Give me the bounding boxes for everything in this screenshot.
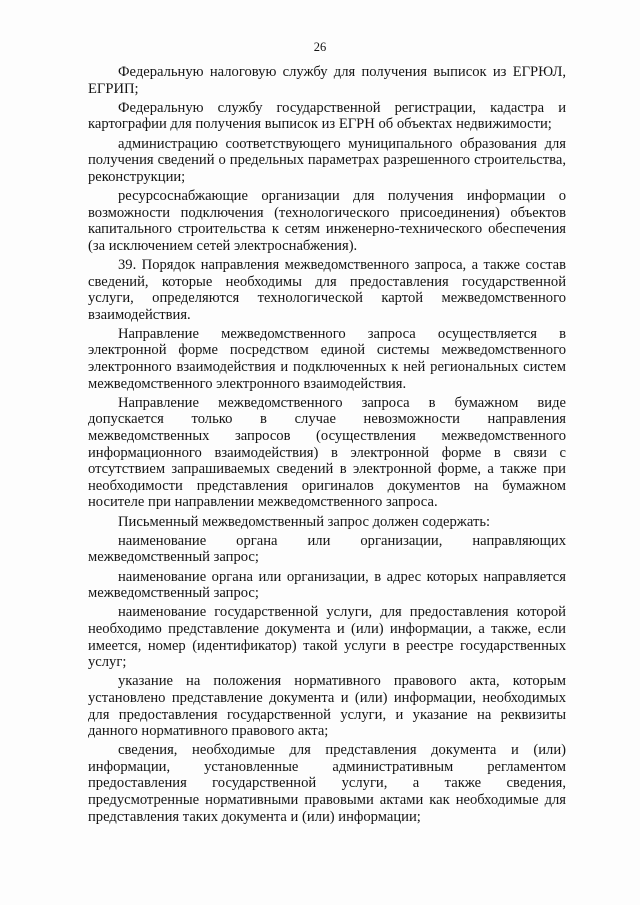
paragraph-resource-organizations: ресурсоснабжающие организации для получения информации о возможности подключения (технологического присоединения) объектов капитального строительства к сетям инженерно-технического обеспечения (за исключением сетей электроснабжения).: [88, 187, 566, 254]
paragraph-requesting-body-name: наименование органа или организации, направляющих межведомственный запрос;: [88, 532, 566, 566]
paragraph-paper-request: Направление межведомственного запроса в бумажном виде допускается только в случае невозможности направления межведомственных запросов (осуществления межведомственного информационного взаимодействия) в электронной форме в связи с отсутствием запрашиваемых сведений в электронной форме, а также при необходимости представления оригиналов документов на бумажном носителе при направлении межведомственного запроса.: [88, 394, 566, 511]
paragraph-service-name: наименование государственной услуги, для предоставления которой необходимо представление документа и (или) информации, а также, если имеется, номер (идентификатор) такой услуги в реестре государственных услуг;: [88, 604, 566, 671]
paragraph-recipient-body-name: наименование органа или организации, в адрес которых направляется межведомственный запрос;: [88, 568, 566, 602]
page-number: 26: [313, 40, 327, 54]
paragraph-required-information: сведения, необходимые для представления документа и (или) информации, установленные административным регламентом предоставления государственной услуги, а также сведения, предусмотренные нормативными правовыми актами как необходимые для представления таких документа и (или) информации;: [88, 742, 566, 825]
paragraph-rosreestr: Федеральную службу государственной регистрации, кадастра и картографии для получения выписок из ЕГРН об объектах недвижимости;: [88, 99, 566, 133]
paragraph-request-contents-intro: Письменный межведомственный запрос должен содержать:: [118, 513, 491, 530]
document-body: [88, 64, 566, 828]
paragraph-electronic-request: Направление межведомственного запроса осуществляется в электронной форме посредством единой системы межведомственного электронного взаимодействия и подключенных к ней региональных систем межведомственного электронного взаимодействия.: [88, 325, 566, 392]
paragraph-legal-act-reference: указание на положения нормативного правового акта, которым установлено представление документа и (или) информации, необходимых для предоставления государственной услуги, и указание на реквизиты данного нормативного правового акта;: [88, 673, 566, 740]
paragraph-fns: Федеральную налоговую службу для получения выписок из ЕГРЮЛ, ЕГРИП;: [88, 64, 566, 97]
paragraph-municipal-administration: администрацию соответствующего муниципального образования для получения сведений о предельных параметрах разрешенного строительства, реконструкции;: [88, 135, 566, 185]
paragraph-39-request-procedure: 39. Порядок направления межведомственного запроса, а также состав сведений, которые необходимы для предоставления государственной услуги, определяются технологической картой межведомственного взаимодействия.: [88, 256, 566, 323]
